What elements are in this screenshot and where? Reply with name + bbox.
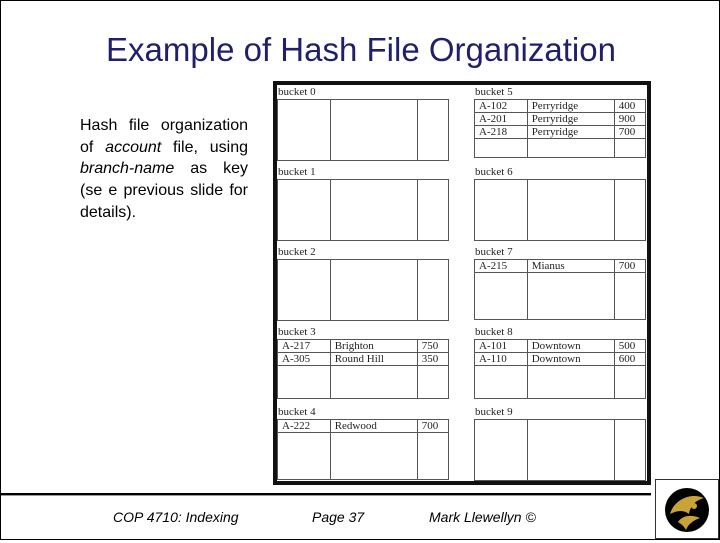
branch-name-cell: Perryridge: [527, 113, 614, 126]
empty-slot-cell: [417, 260, 448, 321]
empty-slot-cell: [475, 180, 528, 241]
bucket-records-table: [474, 339, 646, 399]
empty-slot-cell: [330, 100, 417, 161]
account-number-cell: A-110: [475, 353, 528, 366]
empty-slot-row: [475, 273, 646, 320]
empty-slot-cell: [614, 139, 645, 158]
bucket-records-table: [277, 259, 449, 321]
bucket-records-table: [474, 419, 646, 481]
empty-slot-cell: [278, 260, 331, 321]
record-row: [475, 340, 646, 353]
bucket: [277, 165, 449, 241]
slide-title: Example of Hash File Organization: [106, 31, 616, 68]
empty-slot-row: [475, 366, 646, 399]
empty-slot-cell: [475, 366, 528, 399]
empty-slot-cell: [527, 420, 614, 481]
branch-name-cell: Brighton: [330, 340, 417, 353]
account-number-cell: A-101: [475, 340, 528, 353]
bucket: [277, 85, 449, 161]
desc-part3: as key (se e previous slide for details).: [80, 160, 248, 221]
bucket-label: bucket 1: [278, 166, 316, 178]
empty-slot-cell: [330, 180, 417, 241]
empty-slot-cell: [330, 433, 417, 480]
empty-slot-cell: [417, 180, 448, 241]
desc-part1: Hash file organization of: [80, 117, 248, 156]
bucket: [474, 85, 646, 158]
bucket: [277, 405, 449, 480]
bucket-records-table: [474, 179, 646, 241]
bucket-label: bucket 2: [278, 246, 316, 258]
account-number-cell: A-217: [278, 340, 331, 353]
footer-author: Mark Llewellyn ©: [429, 509, 536, 525]
bucket: [474, 165, 646, 241]
empty-slot-cell: [614, 180, 645, 241]
branch-name-cell: Downtown: [527, 353, 614, 366]
bucket-label: bucket 5: [475, 86, 513, 98]
empty-slot-row: [475, 420, 646, 481]
record-row: [278, 353, 449, 366]
record-row: [475, 126, 646, 139]
bucket-label: bucket 4: [278, 406, 316, 418]
bucket-label: bucket 8: [475, 326, 513, 338]
bucket-records-table: [277, 339, 449, 399]
empty-slot-cell: [330, 260, 417, 321]
balance-cell: 350: [417, 353, 448, 366]
empty-slot-cell: [614, 273, 645, 320]
balance-cell: 500: [614, 340, 645, 353]
branch-name-cell: Redwood: [330, 420, 417, 433]
figure-canvas: [277, 85, 647, 481]
record-row: [475, 100, 646, 113]
empty-slot-row: [278, 100, 449, 161]
bucket-records-table: [277, 99, 449, 161]
balance-cell: 600: [614, 353, 645, 366]
account-number-cell: A-222: [278, 420, 331, 433]
empty-slot-cell: [527, 139, 614, 158]
balance-cell: 750: [417, 340, 448, 353]
record-row: [475, 353, 646, 366]
branch-name-cell: Mianus: [527, 260, 614, 273]
bucket-records-table: [277, 179, 449, 241]
empty-slot-cell: [278, 180, 331, 241]
bucket-label: bucket 6: [475, 166, 513, 178]
account-number-cell: A-305: [278, 353, 331, 366]
empty-slot-row: [278, 180, 449, 241]
account-number-cell: A-102: [475, 100, 528, 113]
empty-slot-row: [278, 433, 449, 480]
desc-part2: file, using: [161, 138, 248, 156]
empty-slot-cell: [278, 100, 331, 161]
empty-slot-cell: [614, 366, 645, 399]
empty-slot-cell: [278, 433, 331, 480]
bucket-records-table: [474, 259, 646, 320]
empty-slot-row: [278, 366, 449, 399]
footer-course: COP 4710: Indexing: [113, 509, 239, 525]
record-row: [475, 113, 646, 126]
record-row: [278, 420, 449, 433]
balance-cell: 700: [614, 260, 645, 273]
desc-branch-name: branch-name: [80, 160, 175, 178]
record-row: [475, 260, 646, 273]
branch-name-cell: Perryridge: [527, 126, 614, 139]
bucket: [277, 325, 449, 399]
empty-slot-row: [475, 139, 646, 158]
empty-slot-cell: [527, 180, 614, 241]
bucket: [474, 325, 646, 399]
empty-slot-cell: [417, 100, 448, 161]
record-row: [278, 340, 449, 353]
empty-slot-cell: [330, 366, 417, 399]
bucket-label: bucket 7: [475, 246, 513, 258]
balance-cell: 700: [417, 420, 448, 433]
footer-divider-shadow: [1, 495, 651, 496]
bucket: [277, 245, 449, 321]
branch-name-cell: Downtown: [527, 340, 614, 353]
hash-buckets-figure: [273, 81, 651, 485]
empty-slot-row: [278, 260, 449, 321]
bucket-records-table: [277, 419, 449, 480]
bucket: [474, 405, 646, 481]
footer-page: Page 37: [312, 509, 365, 525]
empty-slot-cell: [527, 273, 614, 320]
description-text: [80, 115, 248, 224]
empty-slot-cell: [475, 420, 528, 481]
branch-name-cell: Perryridge: [527, 100, 614, 113]
empty-slot-cell: [417, 366, 448, 399]
empty-slot-cell: [278, 366, 331, 399]
bucket-records-table: [474, 99, 646, 158]
balance-cell: 700: [614, 126, 645, 139]
bucket-label: bucket 0: [278, 86, 316, 98]
desc-account: account: [105, 138, 162, 156]
empty-slot-cell: [475, 139, 528, 158]
empty-slot-cell: [475, 273, 528, 320]
empty-slot-cell: [417, 433, 448, 480]
ucf-pegasus-logo-icon: [655, 479, 719, 539]
account-number-cell: A-218: [475, 126, 528, 139]
account-number-cell: A-201: [475, 113, 528, 126]
empty-slot-cell: [527, 366, 614, 399]
empty-slot-cell: [614, 420, 645, 481]
account-number-cell: A-215: [475, 260, 528, 273]
balance-cell: 900: [614, 113, 645, 126]
bucket: [474, 245, 646, 320]
bucket-label: bucket 9: [475, 406, 513, 418]
balance-cell: 400: [614, 100, 645, 113]
empty-slot-row: [475, 180, 646, 241]
branch-name-cell: Round Hill: [330, 353, 417, 366]
bucket-label: bucket 3: [278, 326, 316, 338]
